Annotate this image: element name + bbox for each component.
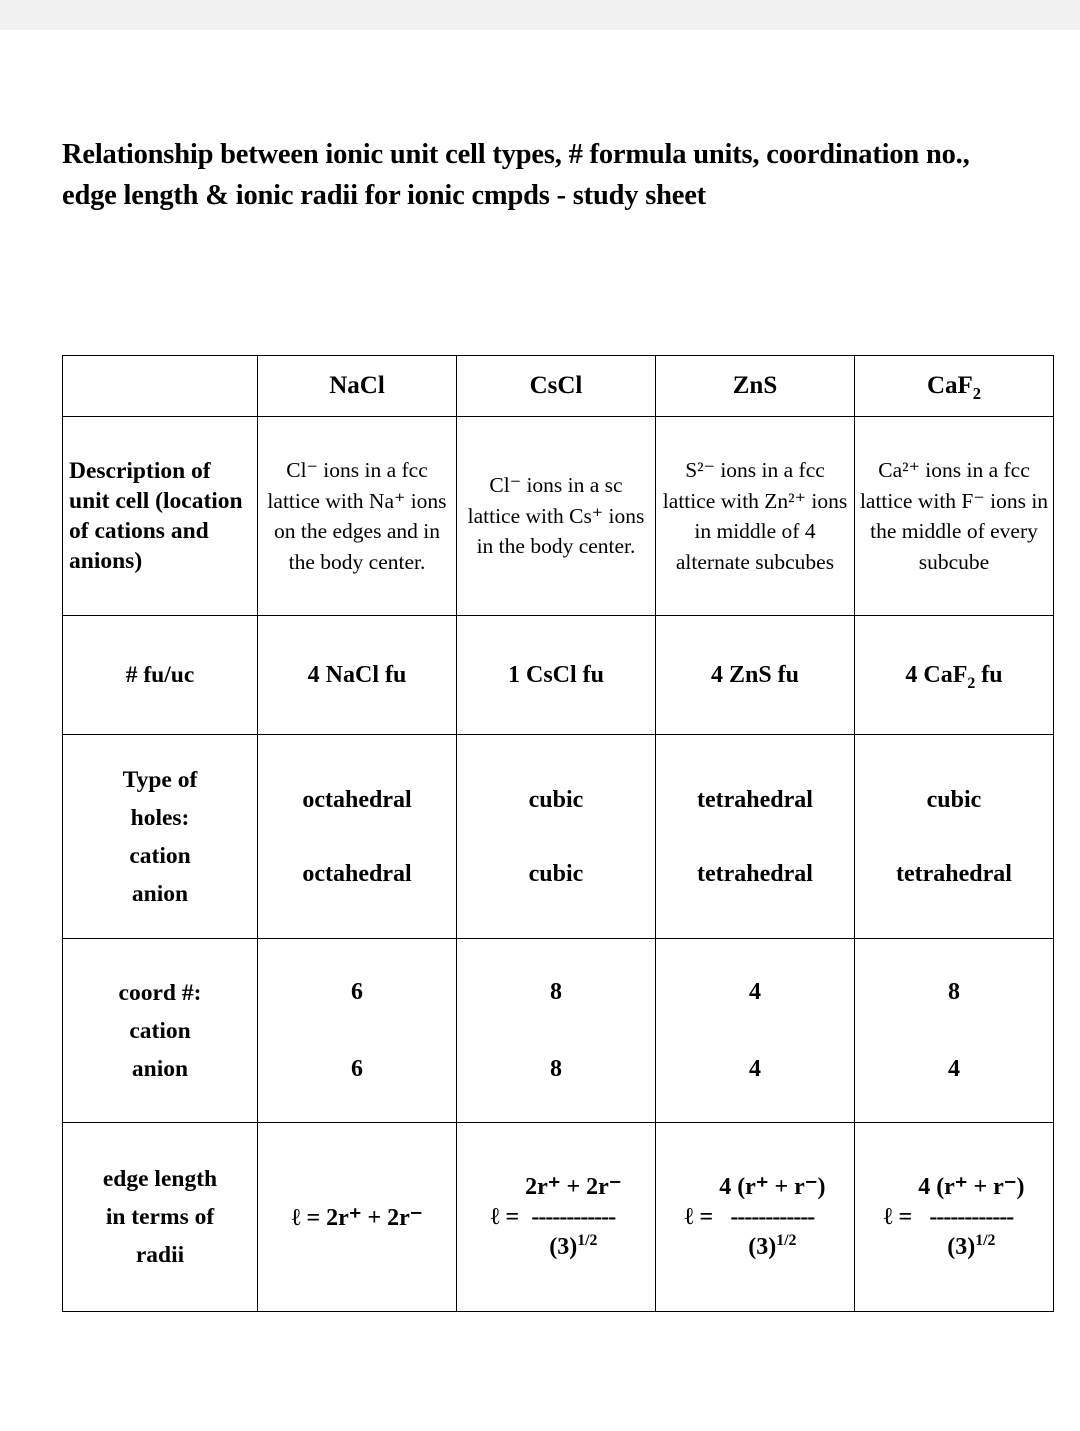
equation-cscl-bar: ------------: [531, 1204, 616, 1230]
cell-coord-anion-cscl: 8: [550, 1055, 562, 1082]
equation-cscl-denominator-base: (3): [549, 1234, 578, 1260]
equation-zns-denominator-exp: 1/2: [776, 1232, 797, 1249]
row-header-holes: [63, 735, 258, 939]
cell-holes-caf2: [855, 735, 1054, 939]
column-header-caf2: [855, 356, 1054, 417]
cell-holes-cscl: [457, 735, 656, 939]
row-header-edge-line3: radii: [135, 1242, 185, 1268]
equation-zns-bar: ------------: [730, 1204, 815, 1230]
equation-caf2-numerator: 4 (r⁺ + r⁻): [918, 1174, 1025, 1200]
cell-coord-anion-zns: 4: [749, 1055, 761, 1082]
cell-description-cscl: Cl⁻ ions in a sc lattice with Cs⁺ ions in the body center.: [457, 417, 656, 616]
cell-coord-cation-nacl: 6: [351, 978, 363, 1005]
cell-fu-nacl: 4 NaCl fu: [258, 616, 457, 735]
column-header-caf2-subscript: 2: [972, 384, 982, 403]
row-header-coord-line3: anion: [131, 1055, 189, 1082]
column-header-zns: ZnS: [656, 356, 855, 417]
study-sheet-table: [62, 355, 1054, 1312]
row-header-holes-line1: Type of: [122, 766, 198, 793]
equation-cscl-lhs: ℓ =: [490, 1203, 520, 1230]
row-header-holes-line2: holes:: [130, 804, 190, 831]
cell-holes-anion-cscl: cubic: [528, 860, 584, 887]
row-header-coord-line2: cation: [129, 1017, 191, 1044]
equation-caf2-denominator: [918, 1232, 1024, 1262]
cell-description-zns: S²⁻ ions in a fcc lattice with Zn²⁺ ions in middle of 4 alternate subcubes: [656, 417, 855, 616]
cell-coord-anion-nacl: 6: [351, 1055, 363, 1082]
equation-caf2-denominator-exp: 1/2: [975, 1232, 996, 1249]
cell-fu-zns: 4 ZnS fu: [656, 616, 855, 735]
cell-coord-cation-caf2: 8: [948, 978, 960, 1005]
cell-coord-anion-caf2: 4: [948, 1055, 960, 1082]
cell-holes-cation-cscl: cubic: [528, 786, 584, 813]
table-row-edge-length: [63, 1123, 1054, 1312]
table-header-row: [63, 356, 1054, 417]
equation-zns-denominator: [719, 1232, 825, 1262]
row-header-edge-line1: edge length: [102, 1166, 218, 1192]
cell-fu-caf2-subscript: 2: [967, 674, 976, 692]
cell-coord-cation-cscl: 8: [550, 978, 562, 1005]
cell-holes-cation-nacl: octahedral: [302, 786, 412, 813]
row-header-formula-units: # fu/uc: [63, 616, 258, 735]
equation-zns: [660, 1172, 850, 1262]
cell-edge-nacl: [258, 1123, 457, 1312]
equation-zns-denominator-base: (3): [748, 1234, 777, 1260]
cell-description-caf2: Ca²⁺ ions in a fcc lattice with F⁻ ions in the middle of every subcube: [855, 417, 1054, 616]
column-header-nacl: NaCl: [258, 356, 457, 417]
document-page: [0, 30, 1080, 1431]
row-header-holes-line4: anion: [131, 880, 189, 907]
row-header-coord-line1: coord #:: [118, 979, 202, 1006]
cell-coord-nacl: [258, 939, 457, 1123]
cell-coord-cation-zns: 4: [749, 978, 761, 1005]
cell-holes-cation-caf2: cubic: [926, 786, 982, 813]
cell-fu-cscl: 1 CsCl fu: [457, 616, 656, 735]
table-row-coordination: [63, 939, 1054, 1123]
cell-holes-anion-caf2: tetrahedral: [896, 860, 1012, 887]
cell-fu-caf2: 4 CaF$_2$ fu: [855, 616, 1054, 735]
cell-coord-cscl: [457, 939, 656, 1123]
row-header-holes-line3: cation: [129, 842, 191, 869]
cell-coord-zns: [656, 939, 855, 1123]
equation-caf2-denominator-base: (3): [947, 1234, 976, 1260]
equation-cscl-denominator-exp: 1/2: [577, 1232, 598, 1249]
equation-cscl-fraction: [525, 1172, 621, 1262]
equation-caf2-bar: ------------: [929, 1204, 1014, 1230]
equation-cscl: [461, 1172, 651, 1262]
cell-holes-anion-nacl: octahedral: [302, 860, 412, 887]
equation-nacl: ℓ = 2r⁺ + 2r⁻: [291, 1204, 423, 1231]
cell-coord-caf2: [855, 939, 1054, 1123]
equation-caf2: [859, 1172, 1049, 1262]
column-header-caf2-text: CaF: [926, 372, 973, 399]
table-row-description: [63, 417, 1054, 616]
table-row-holes: [63, 735, 1054, 939]
cell-holes-cation-zns: tetrahedral: [697, 786, 813, 813]
equation-zns-numerator: 4 (r⁺ + r⁻): [719, 1174, 826, 1200]
cell-edge-caf2: [855, 1123, 1054, 1312]
equation-caf2-fraction: [918, 1172, 1024, 1262]
row-header-coordination: [63, 939, 258, 1123]
equation-zns-lhs: ℓ =: [684, 1203, 714, 1230]
cell-edge-cscl: [457, 1123, 656, 1312]
table-corner-cell: [63, 356, 258, 417]
equation-cscl-denominator: [525, 1232, 621, 1262]
row-header-edge-length: [63, 1123, 258, 1312]
equation-zns-fraction: [719, 1172, 825, 1262]
equation-cscl-numerator: 2r⁺ + 2r⁻: [525, 1174, 622, 1200]
equation-caf2-lhs: ℓ =: [883, 1203, 913, 1230]
row-header-description: Description of unit cell (location of cations and anions): [63, 417, 258, 616]
cell-description-nacl: Cl⁻ ions in a fcc lattice with Na⁺ ions on the edges and in the body center.: [258, 417, 457, 616]
table-row-formula-units: [63, 616, 1054, 735]
row-header-edge-line2: in terms of: [105, 1204, 215, 1230]
cell-holes-anion-zns: tetrahedral: [697, 860, 813, 887]
cell-edge-zns: [656, 1123, 855, 1312]
page-title: Relationship between ionic unit cell types, # formula units, coordination no., edge length & ionic radii for ionic cmpds - study sheet: [62, 139, 970, 211]
column-header-cscl: CsCl: [457, 356, 656, 417]
cell-holes-zns: [656, 735, 855, 939]
cell-holes-nacl: [258, 735, 457, 939]
